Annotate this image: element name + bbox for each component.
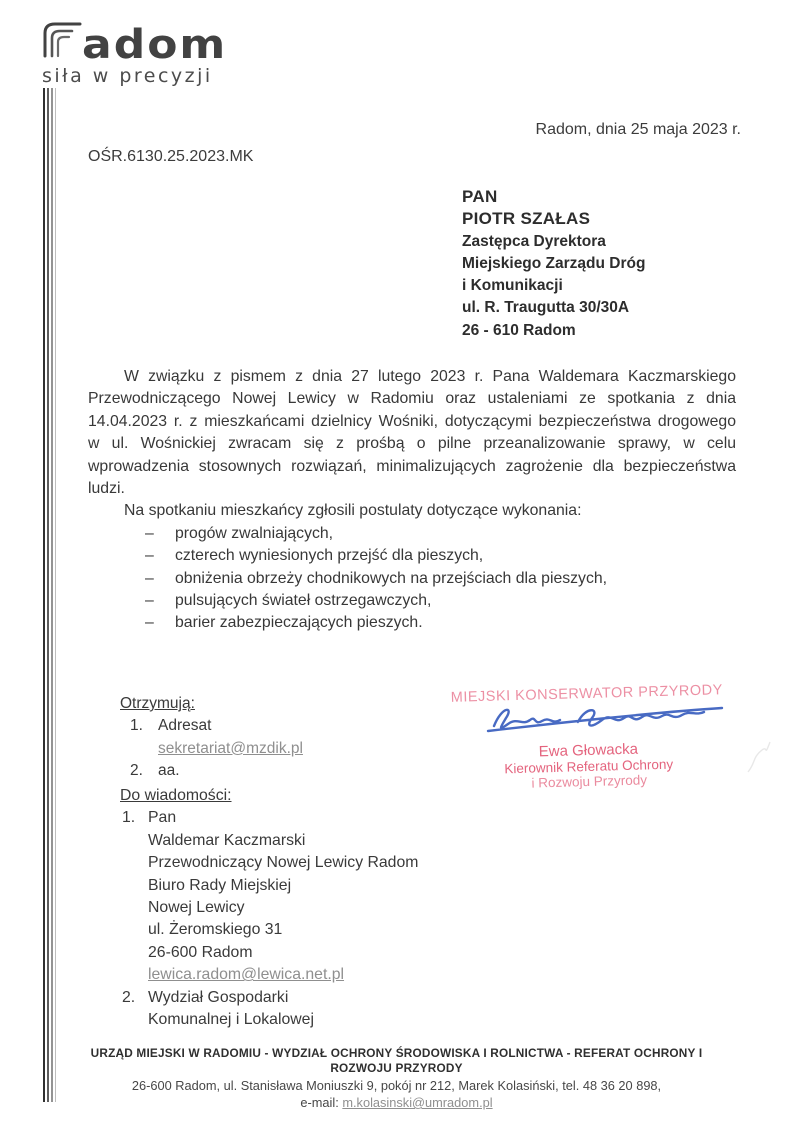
item-text: aa. <box>158 762 180 780</box>
email-link[interactable]: m.kolasinski@umradom.pl <box>342 1095 493 1110</box>
item-number: 2. <box>122 988 136 1006</box>
cc-line: Biuro Rady Miejskiej <box>148 876 292 894</box>
cc-line: 26-600 Radom <box>148 943 253 961</box>
dash-bullet-icon: – <box>145 569 154 587</box>
recipient-address-block <box>462 186 645 342</box>
recipient-line: Zastępca Dyrektora <box>462 232 606 250</box>
list-item-text: obniżenia obrzeży chodnikowych na przejściach dla pieszych, <box>175 569 608 587</box>
cc-line: Pan <box>148 809 177 827</box>
list-item-text: pulsujących świateł ostrzegawczych, <box>175 592 432 610</box>
cc-line: Komunalnej i Lokalowej <box>148 1011 314 1029</box>
letter-footer <box>66 1046 727 1110</box>
radom-city-logo <box>42 20 227 87</box>
footer-email-line <box>66 1095 727 1110</box>
dash-bullet-icon: – <box>145 524 154 542</box>
cc-line: Waldemar Kaczmarski <box>148 831 306 849</box>
list-item <box>145 612 736 634</box>
logo-tagline: siła w precyzji <box>42 65 213 87</box>
body-paragraph: W związku z pismem z dnia 27 lutego 2023 r. Pana Waldemara Kaczmarskiego Przewodniczącego Nowej Lewicy w Radomiu oraz ustaleniami ze spotkania z dnia 14.04.2023 r. z mieszkańcami dzielnicy Wośniki, dotyczącymi bezpieczeństwa drogowego w ul. Wośnickiej zwracam się z prośbą o pilne przeanalizowanie sprawy, w celu wprowadzenia stosownych rozwiązań, minimalizujących zagrożenie dla bezpieczeństwa ludzi. <box>88 368 736 498</box>
dash-bullet-icon: – <box>145 614 154 632</box>
radom-logo-r-glyph-icon <box>42 20 82 63</box>
postulates-list <box>145 523 736 635</box>
distribution-section <box>120 693 303 783</box>
cc-item <box>120 987 418 1009</box>
list-item-text: barier zabezpieczających pieszych. <box>175 614 423 632</box>
handwritten-signature <box>478 698 730 742</box>
scan-binding-artifact <box>43 88 59 1102</box>
cc-line: Nowej Lewicy <box>148 899 245 917</box>
recipient-line: 26 - 610 Radom <box>462 321 576 339</box>
dash-bullet-icon: – <box>145 592 154 610</box>
recipient-line: ul. R. Traugutta 30/30A <box>462 299 630 317</box>
item-number: 2. <box>130 762 143 780</box>
recipient-line: i Komunikacji <box>462 277 563 295</box>
footer-address: 26-600 Radom, ul. Stanisława Moniuszki 9, pokój nr 212, Marek Kolasiński, tel. 48 36 20 898, <box>131 1078 662 1093</box>
cc-item <box>120 807 418 829</box>
reference-number: OŚR.6130.25.2023.MK <box>88 148 254 165</box>
faint-pen-mark <box>742 732 776 780</box>
item-text: Adresat <box>158 717 212 735</box>
list-item-text: czterech wyniesionych przejść dla pieszych, <box>175 547 484 565</box>
cc-line: Przewodniczący Nowej Lewicy Radom <box>148 854 419 872</box>
stamp-title: MIEJSKI KONSERWATOR PRZYRODY <box>450 682 724 706</box>
item-number: 1. <box>122 809 136 827</box>
recipient-line: PAN <box>462 187 498 206</box>
distribution-item-email <box>158 738 303 760</box>
list-item-text: progów zwalniających, <box>175 524 334 542</box>
letter-date: Radom, dnia 25 maja 2023 r. <box>535 121 741 138</box>
item-number: 1. <box>130 717 143 735</box>
cc-line: ul. Żeromskiego 31 <box>148 921 283 939</box>
list-item <box>145 590 736 612</box>
distribution-item <box>120 760 303 782</box>
email-link[interactable]: lewica.radom@lewica.net.pl <box>148 966 345 984</box>
email-link[interactable]: sekretariat@mzdik.pl <box>158 739 303 757</box>
stamp-role-line: Kierownik Referatu Ochrony <box>504 756 674 777</box>
list-item <box>145 523 736 545</box>
letter-body <box>88 366 736 635</box>
stamp-role-line: i Rozwoju Przyrody <box>531 772 648 791</box>
list-item <box>145 545 736 567</box>
stamp-name: Ewa Głowacka <box>538 740 639 761</box>
cc-item-email <box>148 964 418 986</box>
cc-heading: Do wiadomości: <box>120 787 232 804</box>
email-label: e-mail: <box>300 1095 343 1110</box>
list-intro: Na spotkaniu mieszkańcy zgłosili postulaty dotyczące wykonania: <box>124 502 582 520</box>
cc-section <box>120 785 418 1031</box>
list-item <box>145 568 736 590</box>
distribution-item <box>120 715 303 737</box>
recipient-line: Miejskiego Zarządu Dróg <box>462 254 646 272</box>
dash-bullet-icon: – <box>145 547 154 565</box>
footer-office-name: URZĄD MIEJSKI W RADOMIU - WYDZIAŁ OCHRONY ŚRODOWISKA I ROLNICTWA - REFERAT OCHRONY I ROZWOJU PRZYRODY <box>90 1046 703 1075</box>
recipient-name: PIOTR SZAŁAS <box>462 209 591 229</box>
logo-wordmark: adom <box>82 21 228 68</box>
cc-line: Wydział Gospodarki <box>148 988 289 1006</box>
distribution-heading: Otrzymują: <box>120 695 195 712</box>
